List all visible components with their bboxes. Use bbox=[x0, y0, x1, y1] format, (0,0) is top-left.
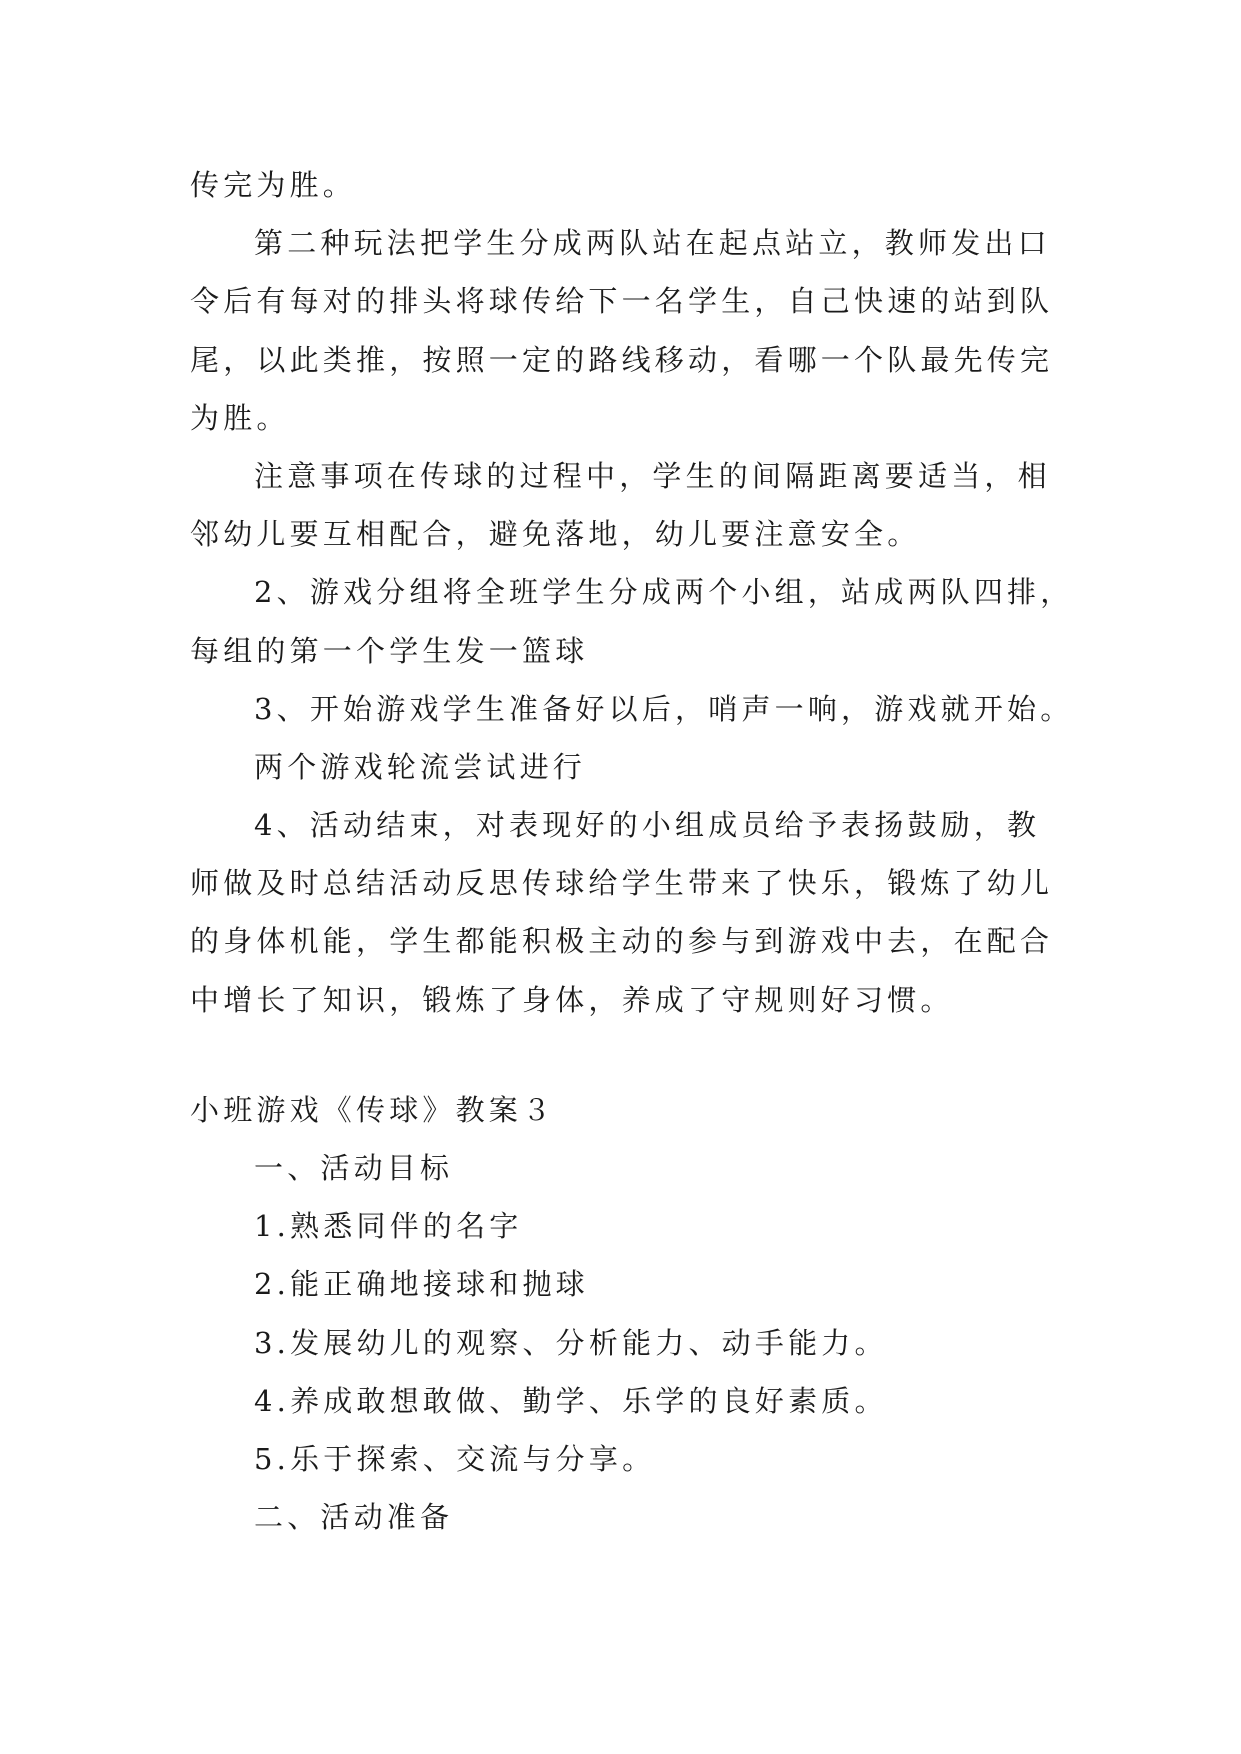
para-end-activity bbox=[190, 796, 1070, 1029]
text-line: 两个游戏轮流尝试进行 bbox=[254, 749, 587, 784]
text-line: 尾，以此类推，按照一定的路线移动，看哪一个队最先传完 bbox=[190, 342, 1054, 377]
text-line: 师做及时总结活动反思传球给学生带来了快乐，锻炼了幼儿 bbox=[190, 866, 1054, 901]
goal-item: 5.乐于探索、交流与分享。 bbox=[254, 1441, 656, 1476]
goal-item: 4.养成敢想敢做、勤学、乐学的良好素质。 bbox=[254, 1383, 888, 1418]
text-line: 邻幼儿要互相配合，避免落地，幼儿要注意安全。 bbox=[190, 517, 921, 552]
text-line: 传完为胜。 bbox=[190, 168, 357, 202]
heading-prep: 二、活动准备 bbox=[254, 1500, 454, 1535]
para-rotate bbox=[190, 738, 1070, 796]
goal-item: 3.发展幼儿的观察、分析能力、动手能力。 bbox=[254, 1325, 888, 1360]
section-title: 小班游戏《传球》教案３ bbox=[190, 1092, 556, 1127]
text-line: 的身体机能，学生都能积极主动的参与到游戏中去，在配合 bbox=[190, 924, 1054, 959]
para-notes bbox=[190, 447, 1070, 563]
text-line: 为胜。 bbox=[190, 400, 290, 435]
text-line: 注意事项在传球的过程中，学生的间隔距离要适当，相 bbox=[254, 458, 1051, 493]
document-body bbox=[190, 156, 1074, 1546]
heading-goals: 一、活动目标 bbox=[254, 1151, 454, 1185]
goal-item: 2.能正确地接球和抛球 bbox=[254, 1267, 589, 1302]
text-line: 4、活动结束，对表现好的小组成员给予表扬鼓励，教 bbox=[254, 808, 1041, 843]
text-line: 中增长了知识，锻炼了身体，养成了守规则好习惯。 bbox=[190, 982, 954, 1017]
text-line: 第二种玩法把学生分成两队站在起点站立，教师发出口 bbox=[254, 226, 1051, 261]
text-line: 2、游戏分组将全班学生分成两个小组，站成两队四排， bbox=[254, 575, 1074, 610]
goal-item: 1.熟悉同伴的名字 bbox=[254, 1209, 523, 1244]
text-line: 令后有每对的排头将球传给下一名学生，自己快速的站到队 bbox=[190, 284, 1054, 319]
text-line: 每组的第一个学生发一篮球 bbox=[190, 633, 589, 668]
para-start-game bbox=[190, 680, 1074, 738]
section-spacer bbox=[190, 1029, 1070, 1081]
para-second-method bbox=[190, 214, 1070, 447]
para-passing-finish bbox=[190, 156, 1070, 214]
para-grouping bbox=[190, 563, 1074, 679]
text-line: 3、开始游戏学生准备好以后，哨声一响，游戏就开始。 bbox=[254, 691, 1074, 726]
